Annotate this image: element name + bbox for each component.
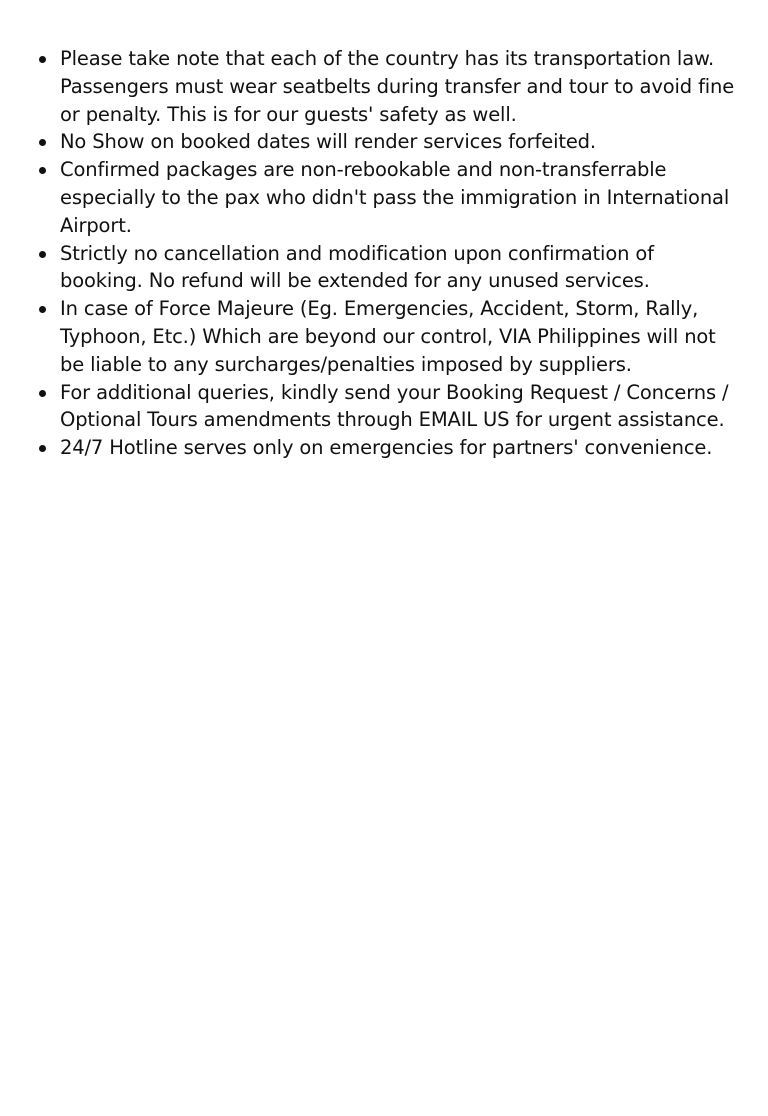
- term-text: For additional queries, kindly send your Booking Request / Concerns / Optional Tours amendments through EMAIL US for urgent assistance.: [60, 380, 729, 432]
- term-text: 24/7 Hotline serves only on emergencies for partners' convenience.: [60, 436, 713, 460]
- term-item-hotline: [36, 434, 736, 462]
- bullet-icon: [39, 445, 46, 452]
- term-item-no-show: [36, 128, 736, 156]
- term-text: Confirmed packages are non-rebookable and non-transferrable especially to the pax who didn't pass the immigration in International Airport.: [60, 158, 730, 237]
- term-text: Please take note that each of the country has its transportation law. Passengers must wear seatbelts during transfer and tour to avoid fine or penalty. This is for our guests' safety as well.: [60, 47, 735, 126]
- bullet-icon: [39, 139, 46, 146]
- term-text: Strictly no cancellation and modification upon confirmation of booking. No refund will be extended for any unused services.: [60, 241, 654, 293]
- term-item-no-cancellation: [36, 240, 736, 296]
- bullet-icon: [39, 251, 46, 258]
- term-item-seatbelt: [36, 45, 736, 128]
- term-text: In case of Force Majeure (Eg. Emergencies, Accident, Storm, Rally, Typhoon, Etc.) Which are beyond our control, VIA Philippines will not be liable to any surcharges/penalties imposed by suppliers.: [60, 297, 716, 376]
- term-item-queries: [36, 379, 736, 435]
- terms-list: [36, 45, 736, 462]
- term-text: No Show on booked dates will render services forfeited.: [60, 130, 596, 154]
- bullet-icon: [39, 390, 46, 397]
- bullet-icon: [39, 167, 46, 174]
- term-item-force-majeure: [36, 295, 736, 378]
- bullet-icon: [39, 306, 46, 313]
- term-item-non-rebookable: [36, 156, 736, 239]
- bullet-icon: [39, 56, 46, 63]
